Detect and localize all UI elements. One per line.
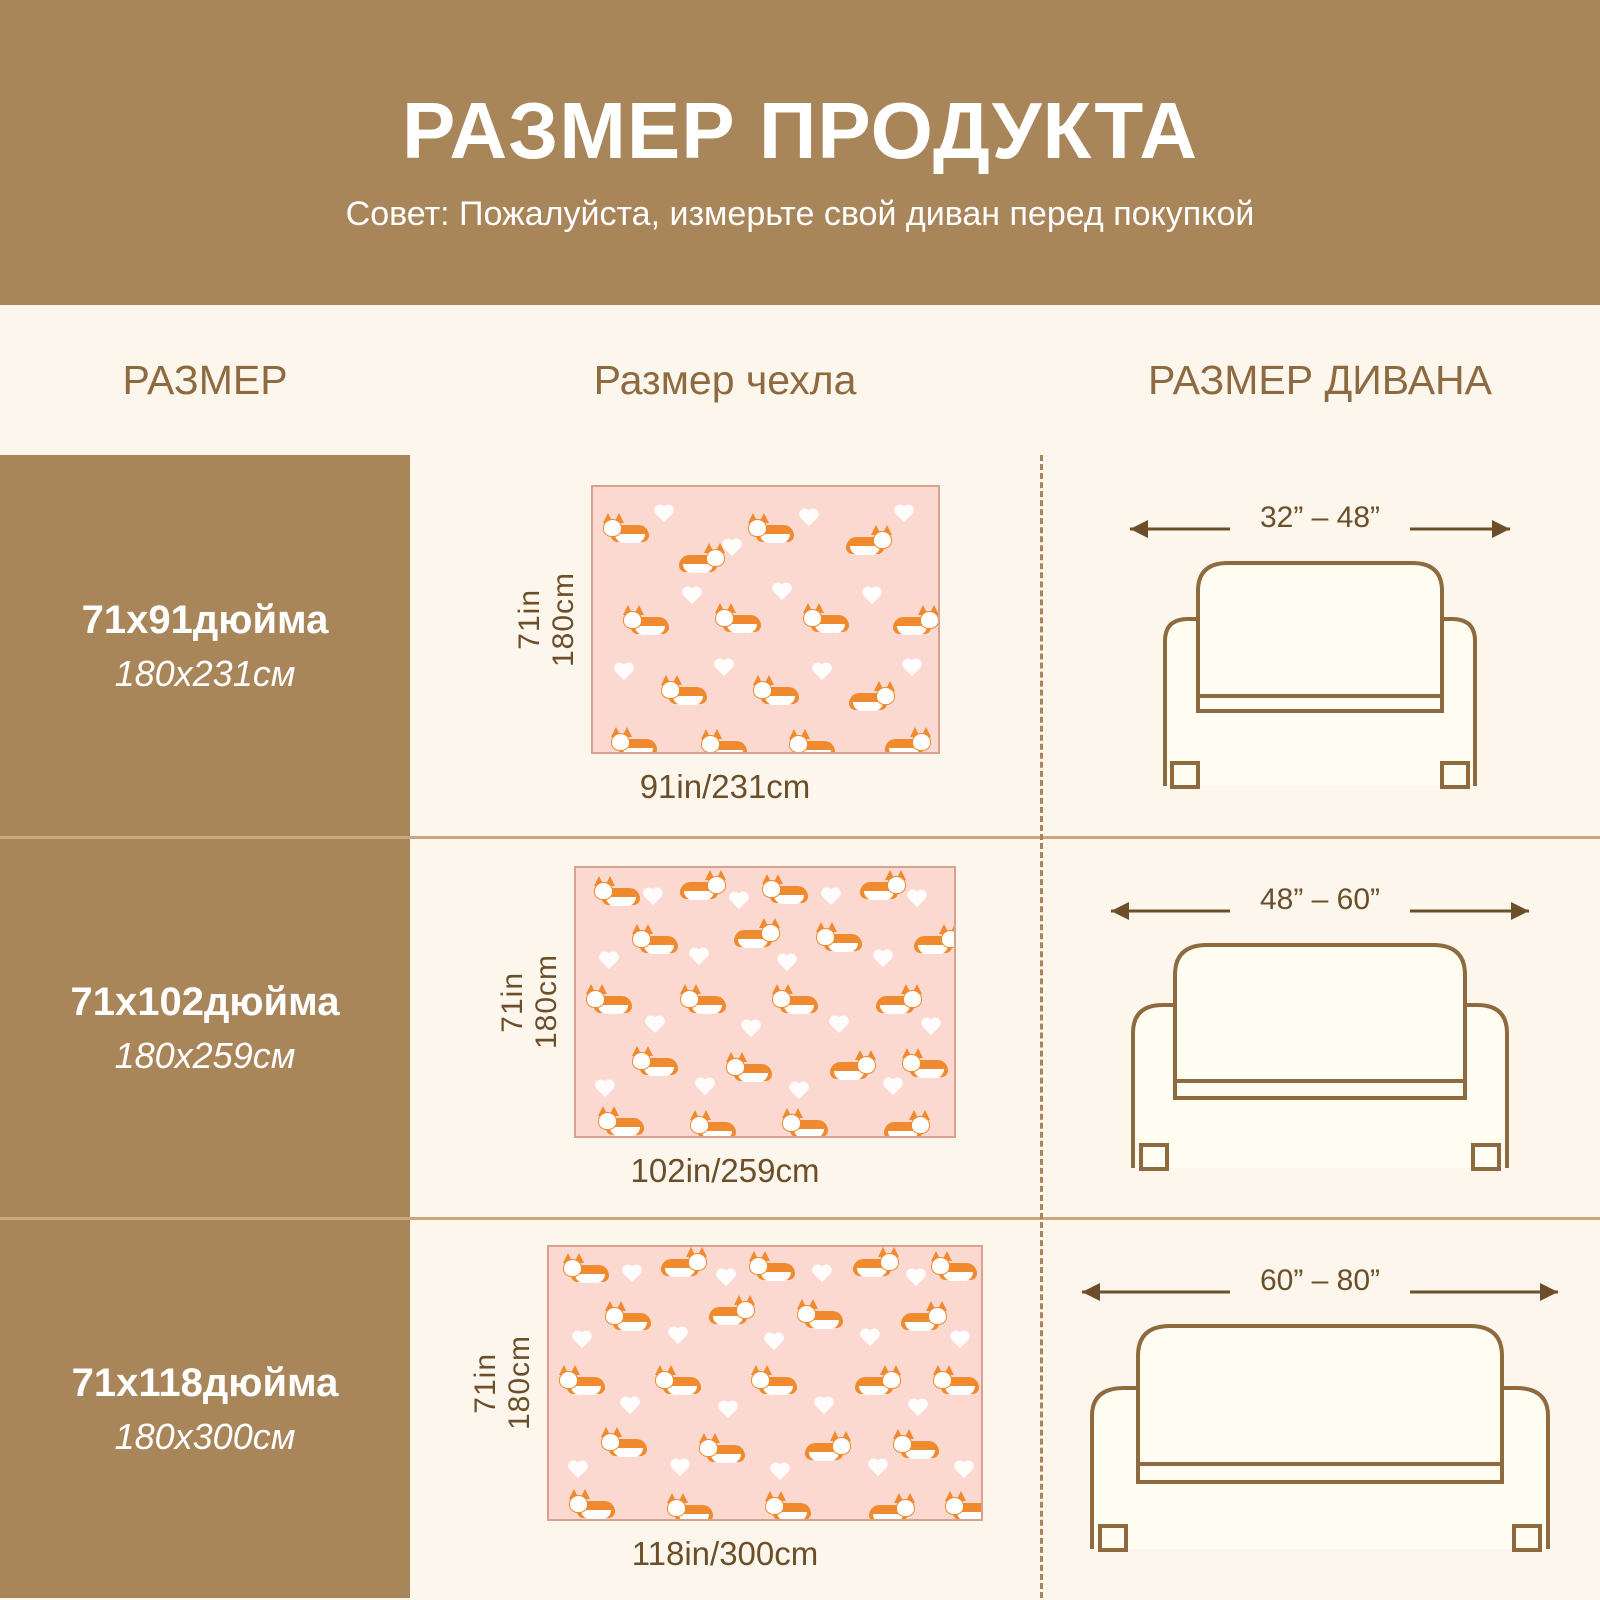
cover-height-inches: 71in [512,589,546,650]
row-size-cm: 180x259см [114,1035,296,1076]
cover-diagram [511,485,940,806]
cover-swatch [547,1245,983,1521]
row-sofa-cell [1040,836,1600,1217]
table-row [0,1217,1600,1598]
sofa-width-label: 32” – 48” [1259,500,1381,534]
sofa-diagram [1110,501,1530,791]
cover-height-cm: 180cm [503,1335,536,1431]
row-size-cm: 180x231см [114,652,296,694]
row-cover-cell [410,836,1040,1217]
size-table [0,455,1600,1598]
table-row [0,455,1600,836]
sofa-illustration [1070,1264,1570,1554]
sofa-diagram [1095,883,1545,1173]
sofa-diagram [1070,1264,1570,1554]
row-cover-cell [410,455,1040,836]
page-title: РАЗМЕР ПРОДУКТА [402,86,1198,175]
cover-height-labels [467,1335,535,1430]
cover-diagram [467,1245,983,1573]
row-size-inches: 71x102дюйма [70,980,340,1024]
row-size-cell [0,836,410,1217]
row-sofa-cell [1040,1217,1600,1598]
sofa-width-label: 60” – 80” [1259,1264,1381,1297]
cover-height-labels [511,572,579,667]
row-size-cm: 180x300см [114,1416,296,1457]
column-header-cover: Размер чехла [593,356,857,403]
cover-height-inches: 71in [469,1352,502,1414]
sofa-width-label: 48” – 60” [1259,883,1381,916]
row-sofa-cell [1040,455,1600,836]
column-headers [0,305,1600,455]
cover-swatch [574,866,956,1138]
cover-height-labels [494,954,562,1049]
cover-diagram [494,866,956,1190]
cover-width-label: 102in/259cm [630,1152,820,1189]
column-divider [1040,455,1043,1598]
table-row [0,836,1600,1217]
cover-height-inches: 71in [496,971,529,1033]
header-subtitle: Совет: Пожалуйста, измерьте свой диван перед покупкой [345,195,1255,233]
cover-width-label: 118in/300cm [631,1535,819,1572]
row-size-inches: 71x91дюйма [81,597,329,642]
row-cover-cell [410,1217,1040,1598]
sofa-illustration [1095,883,1545,1173]
cover-swatch [591,485,940,754]
header-banner [0,0,1600,305]
row-size-inches: 71x118дюйма [71,1361,339,1405]
sofa-illustration [1110,501,1530,791]
cover-height-cm: 180cm [530,954,563,1050]
column-header-sofa: РАЗМЕР ДИВАНА [1147,356,1492,403]
column-header-size: РАЗМЕР [122,356,288,403]
row-size-cell [0,455,410,836]
cover-height-cm: 180cm [546,571,580,668]
row-size-cell [0,1217,410,1598]
cover-width-label: 91in/231cm [639,768,811,805]
